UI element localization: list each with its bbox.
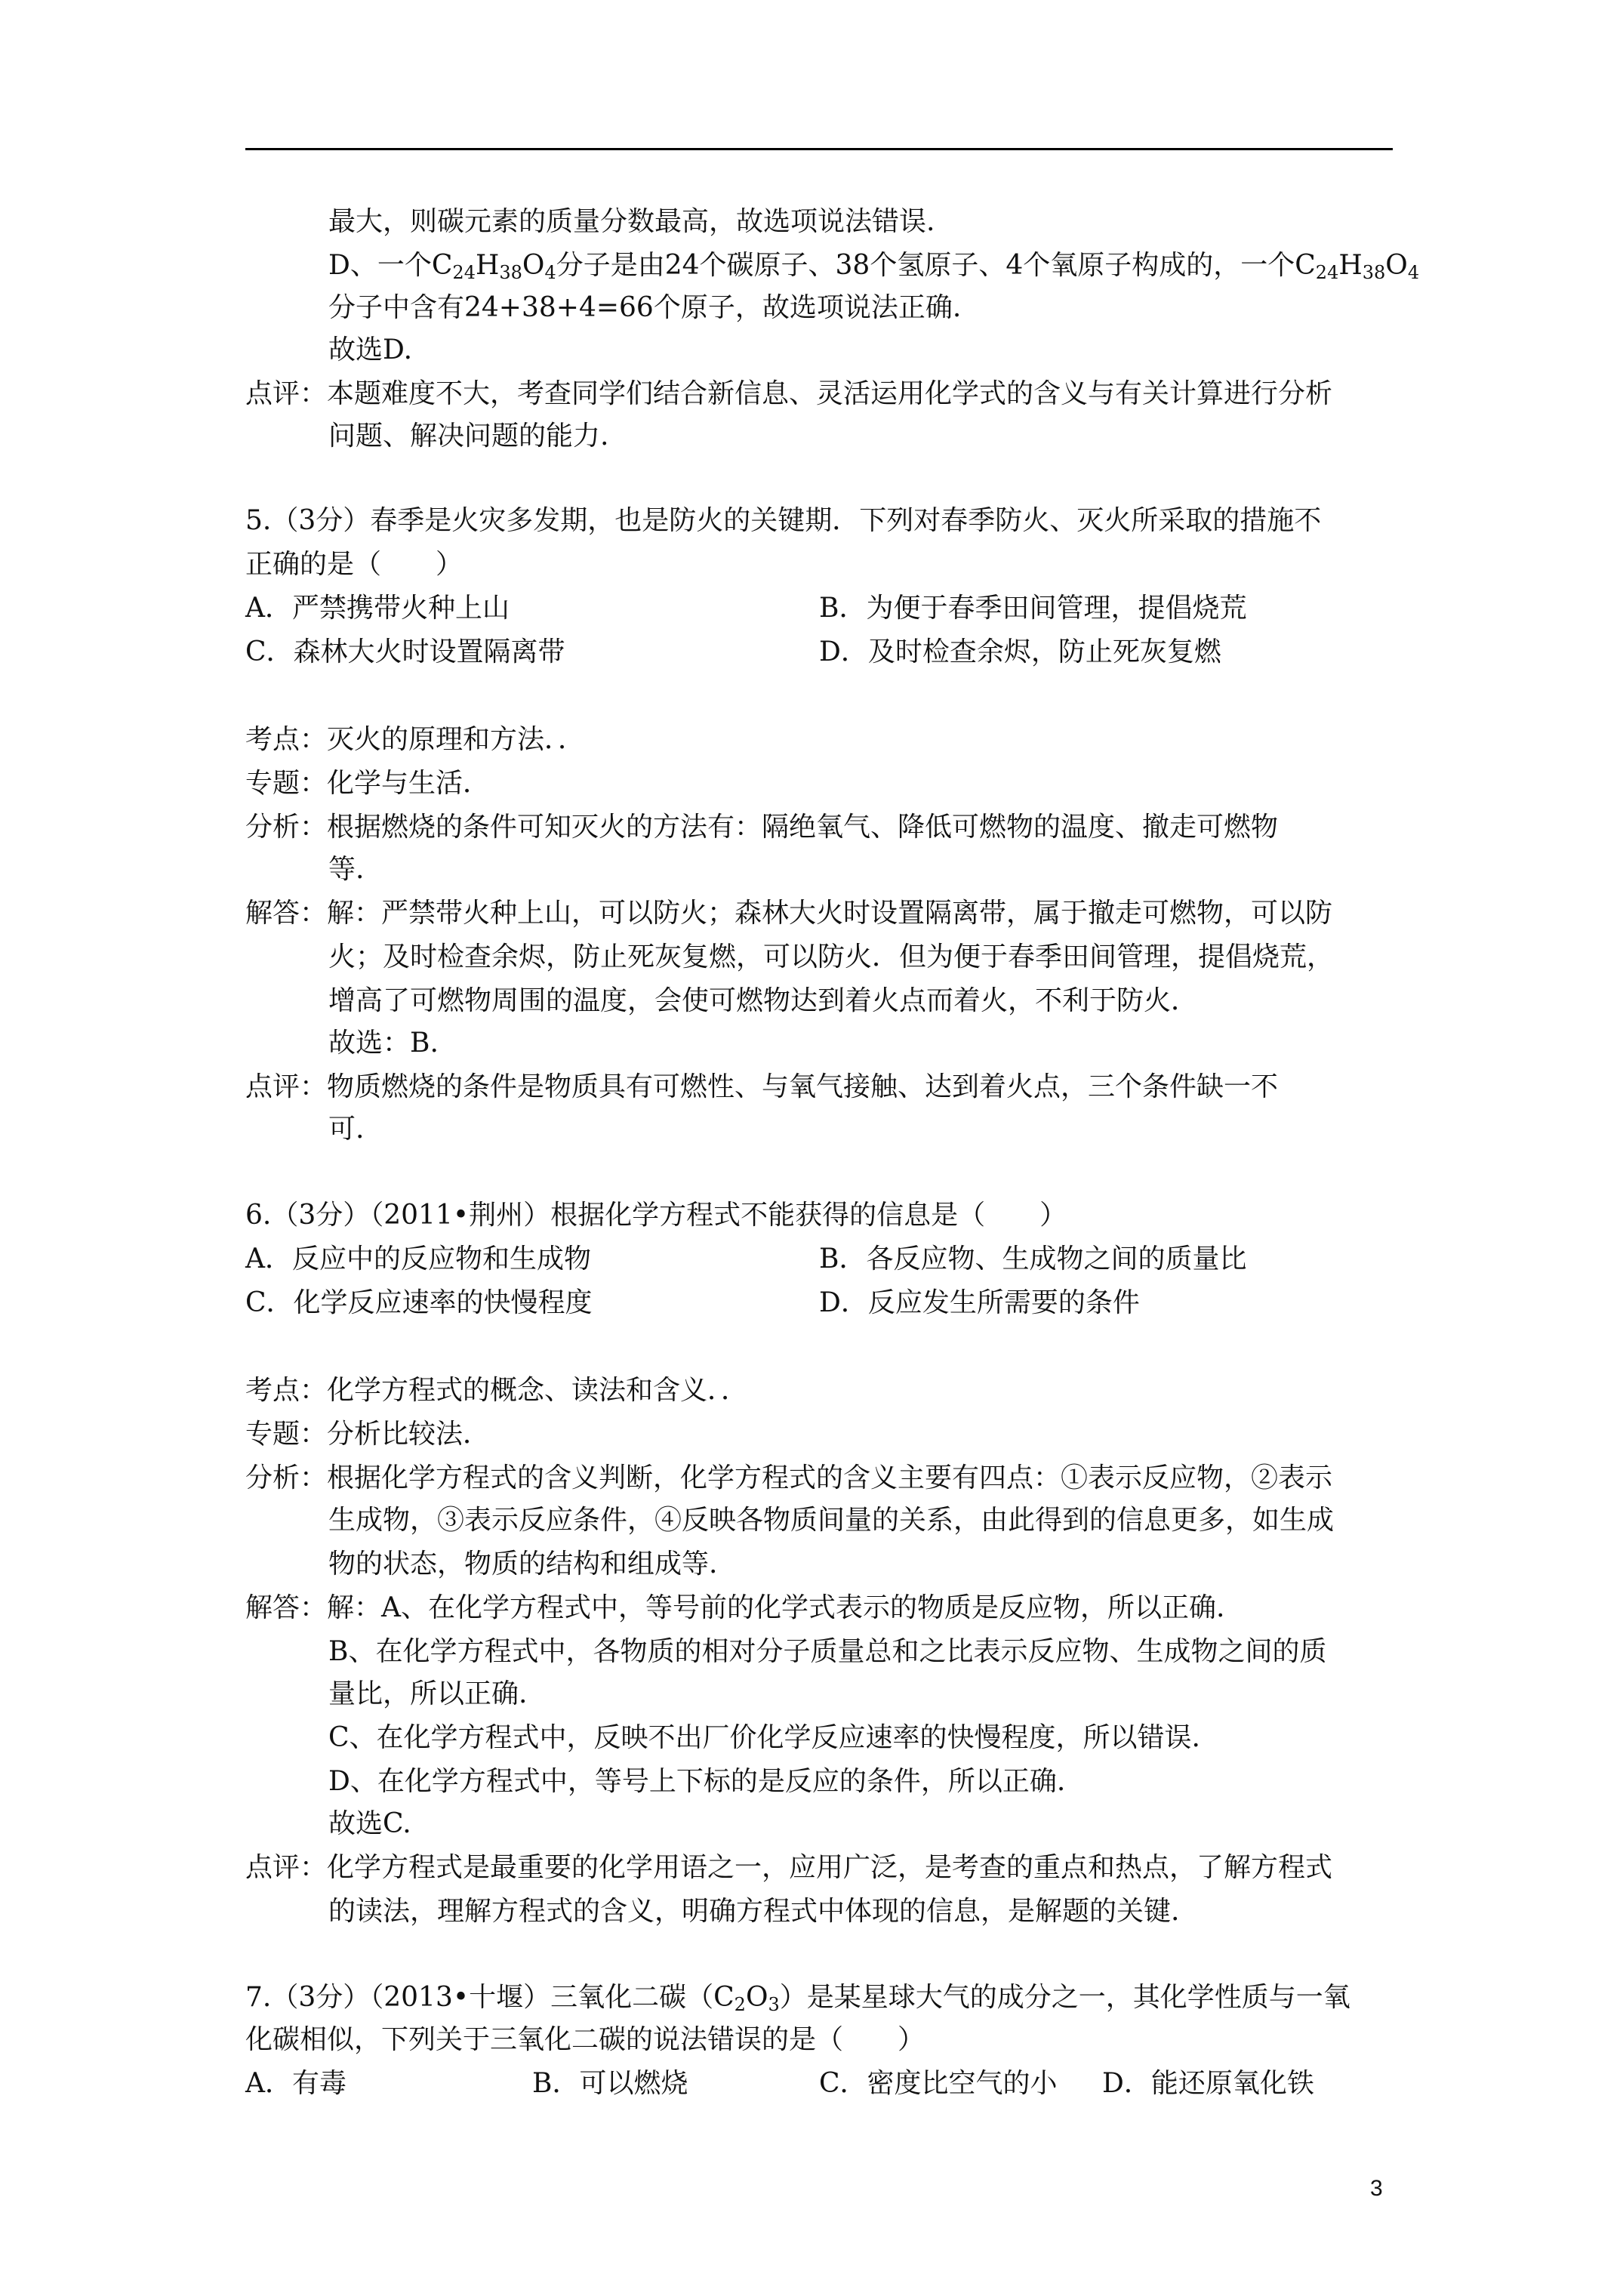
q7-option-a: A．有毒	[245, 2068, 346, 2099]
q5-fenxi-2: 等.	[328, 854, 365, 885]
q5-zhuanti: 专题：化学与生活．	[245, 768, 491, 799]
q4-d-line-2: 分子中含有24+38+4=66个原子，故选项说法正确.	[328, 292, 962, 323]
q6-fenxi-1: 分析：根据化学方程式的含义判断，化学方程式的含义主要有四点：①表示反应物，②表示	[245, 1462, 1333, 1493]
q6-jieda-2: B、在化学方程式中，各物质的相对分子质量总和之比表示反应物、生成物之间的质	[328, 1636, 1327, 1667]
q5-stem-2: 正确的是（ ）	[245, 549, 463, 580]
q6-option-c: C．化学反应速率的快慢程度	[245, 1287, 593, 1318]
q5-stem-1: 5.（3分）春季是火灾多发期，也是防火的关键期．下列对春季防火、灭火所采取的措施不	[245, 505, 1322, 536]
q5-kaodian: 考点：灭火的原理和方法．．	[245, 724, 586, 755]
q6-dianping-1: 点评：化学方程式是最重要的化学用语之一，应用广泛，是考查的重点和热点，了解方程式	[245, 1852, 1333, 1883]
q5-jieda-4: 故选：B.	[328, 1028, 439, 1059]
q4-c-continuation: 最大，则碳元素的质量分数最高，故选项说法错误.	[328, 206, 935, 237]
q5-dianping-1: 点评：物质燃烧的条件是物质具有可燃性、与氧气接触、达到着火点，三个条件缺一不	[245, 1071, 1279, 1102]
formula-c24h38o4-2: $C_{24}H_{38}O_4$	[1295, 250, 1420, 283]
q5-option-a: A．严禁携带火种上山	[245, 593, 510, 624]
q7-stem-1: 7.（3分）（2013•十堰）三氧化二碳$(C_2O_3)$是某星球大气的成分之一，其化学性质与一氧	[245, 1982, 1350, 2015]
q6-jieda-1: 解答：解：A、在化学方程式中，等号前的化学式表示的物质是反应物，所以正确.	[245, 1592, 1225, 1623]
q6-kaodian: 考点：化学方程式的概念、读法和含义．．	[245, 1375, 749, 1406]
q6-option-d: D．反应发生所需要的条件	[819, 1287, 1140, 1318]
q6-jieda-5: D、在化学方程式中，等号上下标的是反应的条件，所以正确.	[328, 1766, 1066, 1797]
q6-fenxi-3: 物的状态，物质的结构和组成等.	[328, 1549, 718, 1579]
q5-option-c: C．森林大火时设置隔离带	[245, 636, 565, 667]
q5-jieda-1: 解答：解：严禁带火种上山，可以防火；森林大火时设置隔离带，属于撤走可燃物，可以防	[245, 898, 1333, 929]
q5-option-d: D．及时检查余烬，防止死灰复燃	[819, 636, 1221, 667]
q6-zhuanti: 专题：分析比较法．	[245, 1419, 491, 1450]
q6-jieda-3: 量比，所以正确.	[328, 1678, 528, 1709]
q4-comment-cont: 问题、解决问题的能力.	[328, 421, 609, 451]
formula-c24h38o4: $C_{24}H_{38}O_4$	[431, 250, 556, 283]
q6-jieda-6: 故选C.	[328, 1808, 411, 1839]
formula-c2o3: $C_2O_3$	[713, 1982, 780, 2015]
q7-option-d: D．能还原氧化铁	[1102, 2068, 1314, 2099]
q7-option-c: C．密度比空气的小	[819, 2068, 1058, 2099]
q5-jieda-3: 增高了可燃物周围的温度，会使可燃物达到着火点而着火，不利于防火．	[328, 985, 1199, 1016]
header-rule	[245, 148, 1393, 150]
q6-option-b: B．各反应物、生成物之间的质量比	[819, 1244, 1247, 1274]
q6-fenxi-2: 生成物，③表示反应条件，④反映各物质间量的关系，由此得到的信息更多，如生成	[328, 1505, 1335, 1536]
q6-option-a: A．反应中的反应物和生成物	[245, 1244, 591, 1274]
q7-option-b: B．可以燃烧	[532, 2068, 688, 2099]
q4-comment: 点评：本题难度不大，考查同学们结合新信息、灵活运用化学式的含义与有关计算进行分析	[245, 378, 1333, 409]
q5-dianping-2: 可.	[328, 1114, 365, 1145]
q6-jieda-4: C、在化学方程式中，反映不出厂价化学反应速率的快慢程度，所以错误.	[328, 1722, 1200, 1753]
page-number: 3	[1370, 2176, 1383, 2201]
q4-answer: 故选D.	[328, 334, 413, 365]
q4-d-line-1: D、一个$C_{24}H_{38}O_4$分子是由24个碳原子、38个氢原子、4个氧原子构成的，一个$C_{24}H_{38}O_4$	[328, 250, 1420, 283]
q5-fenxi-1: 分析：根据燃烧的条件可知灭火的方法有：隔绝氧气、降低可燃物的温度、撤走可燃物	[245, 812, 1279, 843]
q5-option-b: B．为便于春季田间管理，提倡烧荒	[819, 593, 1247, 624]
q5-jieda-2: 火；及时检查余烬，防止死灰复燃，可以防火．但为便于春季田间管理，提倡烧荒，	[328, 942, 1335, 972]
q6-dianping-2: 的读法，理解方程式的含义，明确方程式中体现的信息，是解题的关键.	[328, 1896, 1180, 1927]
q6-stem: 6.（3分）（2011•荆州）根据化学方程式不能获得的信息是（ ）	[245, 1200, 1067, 1231]
q7-stem-2: 化碳相似，下列关于三氧化二碳的说法错误的是（ ）	[245, 2024, 925, 2055]
